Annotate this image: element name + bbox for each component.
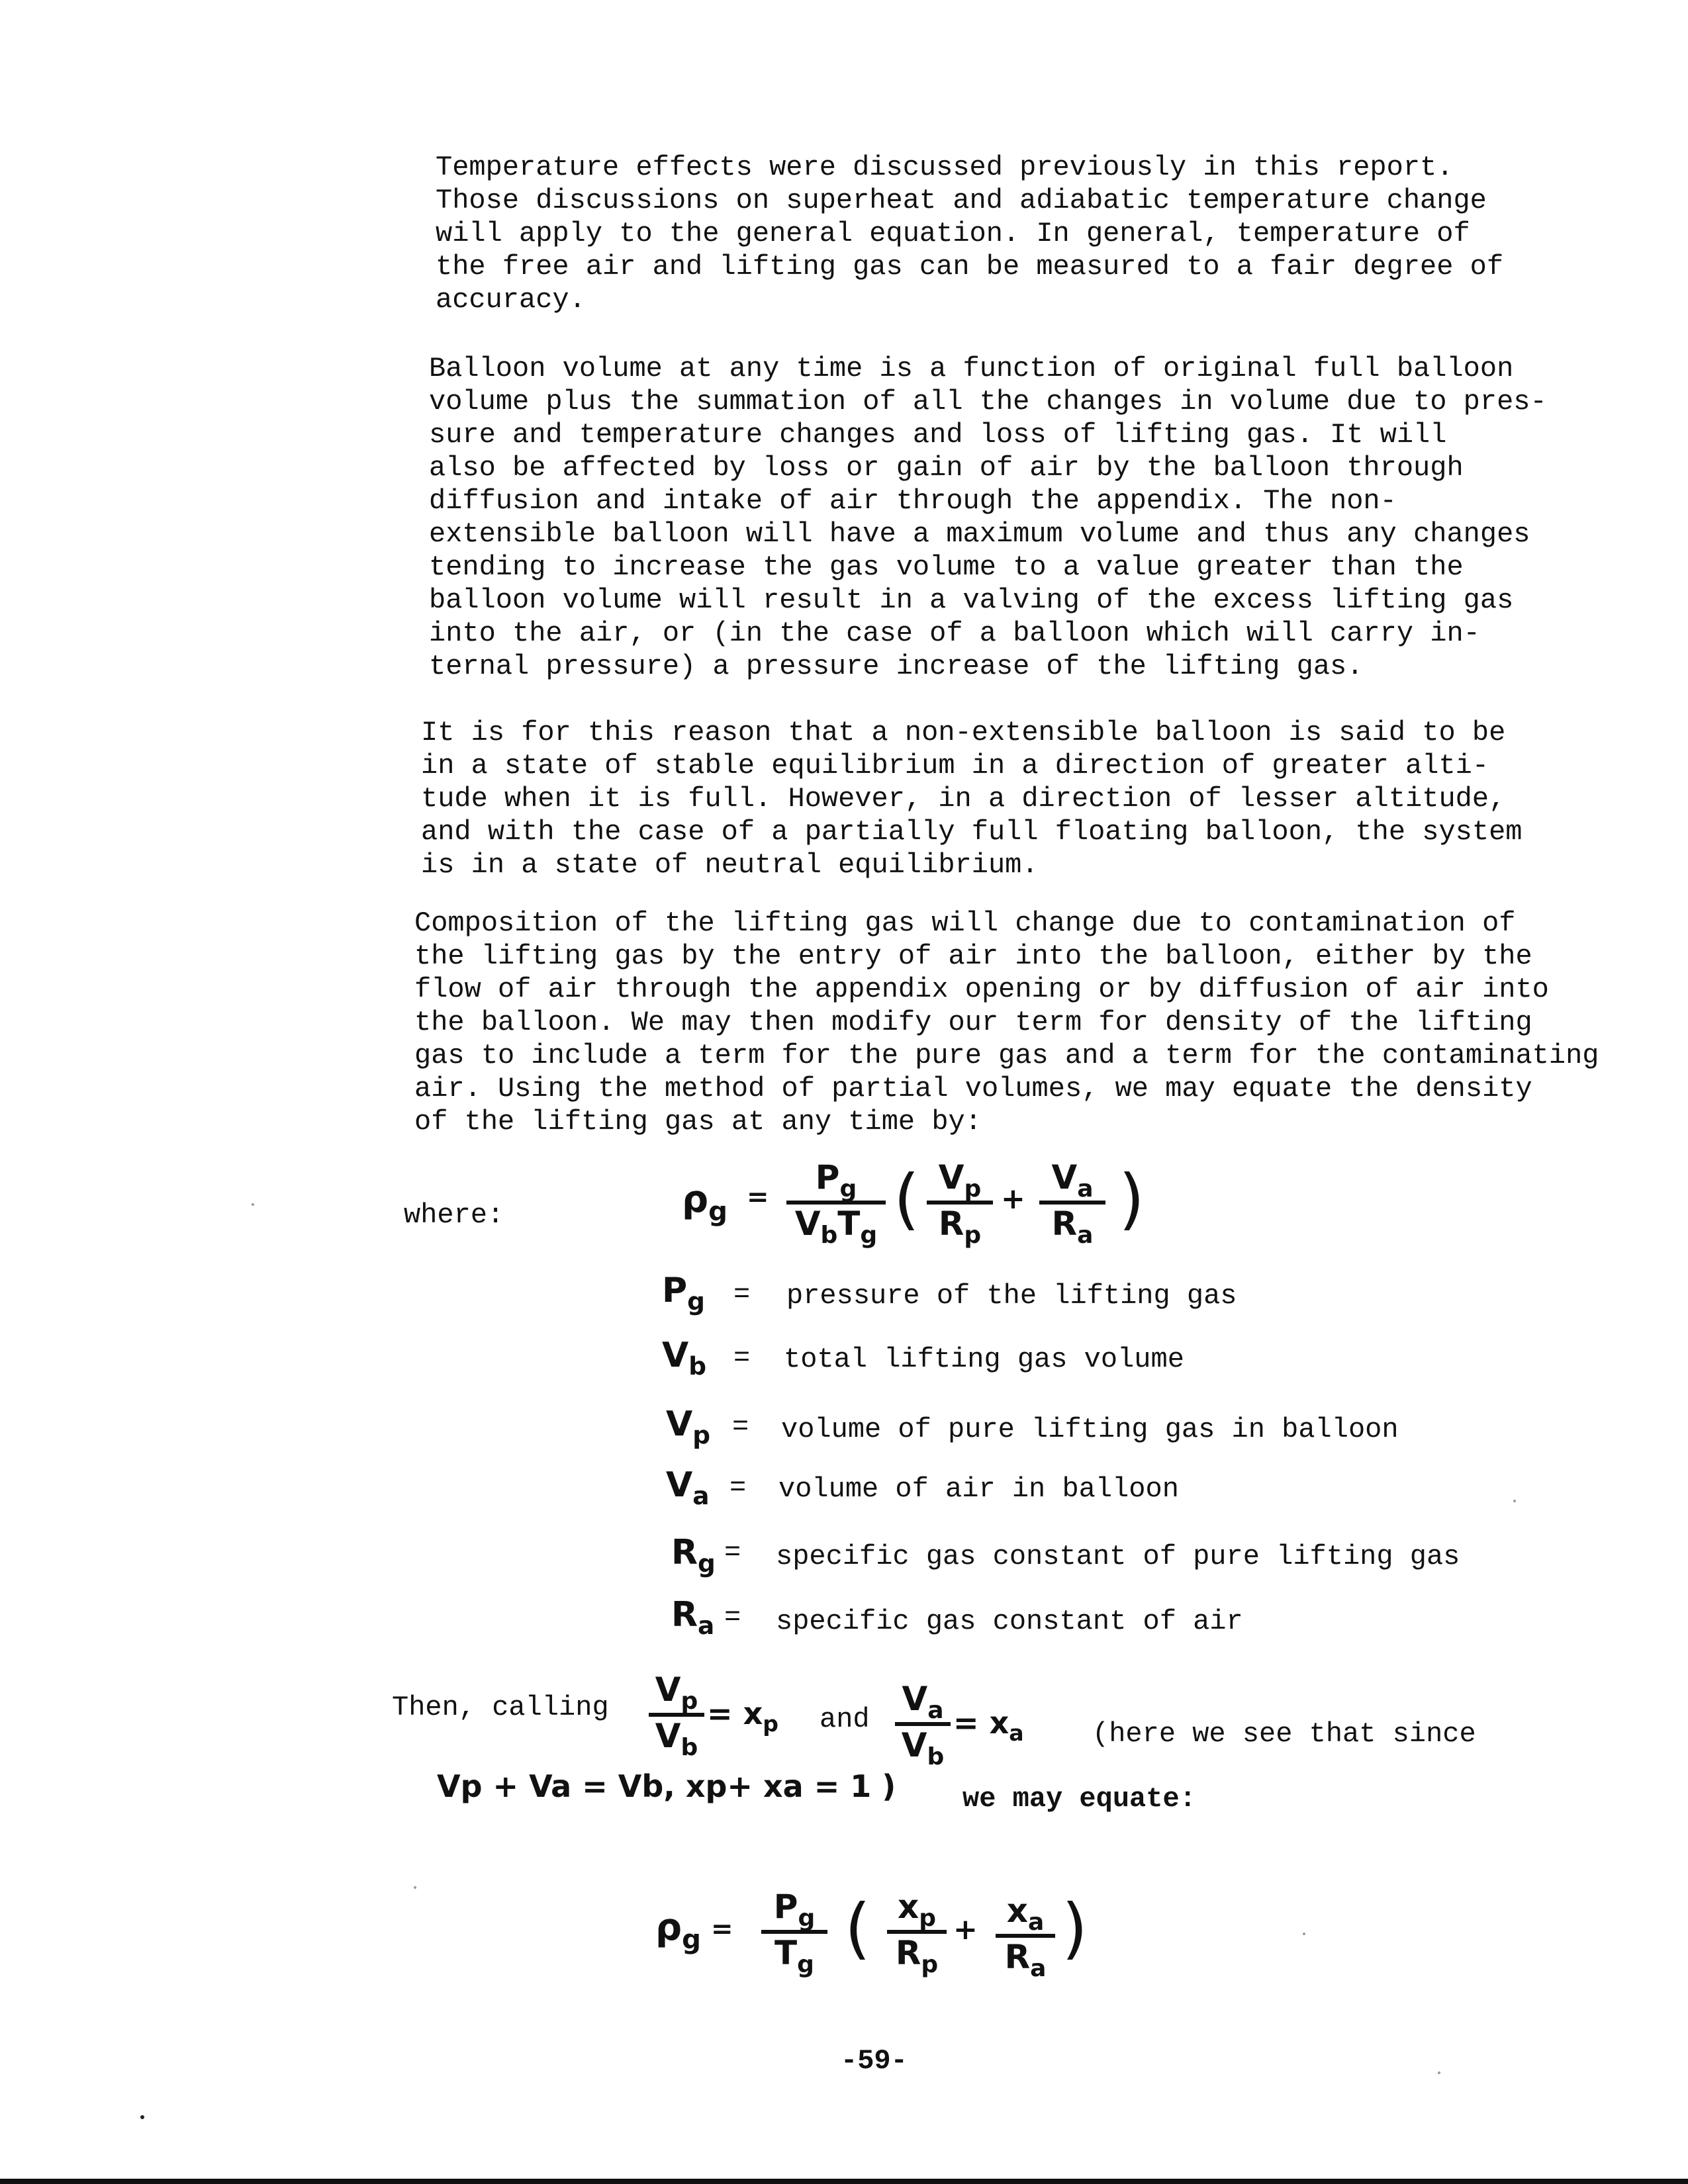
symbol-sub: a (692, 1480, 710, 1510)
equals-xp: = $x_p$ (707, 1696, 778, 1737)
num-letter: V (655, 1670, 681, 1709)
definition-symbol (662, 1271, 705, 1316)
den-sub: g (797, 1950, 814, 1978)
den-letter: R (895, 1934, 921, 1972)
text-line: the free air and lifting gas can be measured to a fair degree of (436, 251, 1504, 283)
den-sub: b (820, 1221, 838, 1249)
fraction-vp-vb (649, 1670, 704, 1761)
fraction-va-vb (895, 1680, 951, 1770)
fraction-denominator (786, 1205, 886, 1249)
fraction-pg-tg (761, 1888, 827, 1978)
text-line: Temperature effects were discussed previously in this report. (436, 152, 1454, 183)
num-letter: P (773, 1888, 798, 1926)
definition-equals: = (733, 1342, 751, 1374)
symbol-sub: g (687, 1286, 705, 1316)
text-line: also be affected by loss or gain of air by the balloon through (429, 452, 1464, 484)
num-sub: g (839, 1175, 857, 1203)
rho-symbol (682, 1178, 727, 1227)
open-paren: ( (894, 1160, 920, 1238)
den-sub: b (680, 1733, 698, 1761)
rho-letter: ρ (655, 1906, 682, 1949)
text-line: and with the case of a partially full floating balloon, the system (421, 816, 1523, 848)
definition-equals: = (729, 1472, 747, 1504)
rho-sub: g (708, 1195, 727, 1227)
definition-symbol (666, 1465, 710, 1510)
symbol-sub: a (698, 1610, 715, 1640)
sum-line: Vp + Va = Vb, xp+ xa = 1 ) (437, 1768, 896, 1804)
and-word: and (820, 1704, 870, 1735)
fraction-xp-rp (887, 1888, 947, 1978)
text-line: in a state of stable equilibrium in a direction of greater alti- (421, 750, 1489, 782)
den-letter: V (901, 1726, 927, 1764)
fraction-xa-ra (996, 1891, 1055, 1982)
fraction-numerator (927, 1158, 993, 1203)
symbol-letter: P (662, 1271, 688, 1310)
num-sub: p (919, 1904, 937, 1932)
text-line: balloon volume will result in a valving of the excess lifting gas (429, 584, 1514, 616)
text-line: Those discussions on superheat and adiabatic temperature change (436, 185, 1487, 216)
paren-note: (here we see that since (1092, 1718, 1476, 1750)
num-sub: p (680, 1687, 698, 1715)
fraction-denominator (996, 1938, 1055, 1982)
text-line: volume plus the summation of all the changes in volume due to pres- (429, 386, 1547, 418)
outer-fraction (786, 1158, 886, 1249)
text-line: is in a state of neutral equilibrium. (421, 849, 1039, 881)
close-paren: ) (1119, 1160, 1145, 1238)
fraction-numerator (887, 1888, 947, 1932)
den-letter: R (1004, 1938, 1031, 1976)
bottom-edge-rule (0, 2179, 1688, 2184)
text-line: tending to increase the gas volume to a value greater than the (429, 551, 1464, 583)
fraction-denominator (1039, 1205, 1105, 1249)
num-sub: a (927, 1696, 944, 1724)
where-label: where: (404, 1199, 504, 1231)
plus-sign: + (953, 1913, 978, 1946)
symbol-sub: b (688, 1351, 707, 1381)
x-letter: x (743, 1696, 763, 1731)
den-sub: p (921, 1950, 939, 1978)
text-line: extensible balloon will have a maximum volume and thus any changes (429, 518, 1530, 550)
definition-equals: = (724, 1602, 741, 1633)
definition-text: volume of air in balloon (778, 1473, 1179, 1505)
text-line: gas to include a term for the pure gas and a term for the contaminating (414, 1040, 1599, 1071)
num-sub: a (1077, 1175, 1094, 1203)
num-sub: a (1027, 1908, 1045, 1936)
den-letter: V (655, 1717, 681, 1755)
close-paren: ) (1062, 1889, 1088, 1967)
rho-letter: ρ (682, 1178, 709, 1221)
symbol-letter: V (666, 1465, 693, 1505)
symbol-letter: R (671, 1533, 698, 1572)
text-line: tude when it is full. However, in a direction of lesser altitude, (421, 783, 1506, 815)
scan-speck (414, 1886, 416, 1889)
fraction-numerator (895, 1680, 951, 1724)
x-sub: p (763, 1710, 778, 1737)
text-line: will apply to the general equation. In general, temperature of (436, 218, 1470, 250)
x-sub: a (1009, 1719, 1024, 1746)
num-sub: p (964, 1175, 982, 1203)
fraction-numerator (1039, 1158, 1105, 1203)
page-number: -59- (841, 2045, 908, 2077)
num-sub: g (798, 1904, 816, 1932)
symbol-sub: g (698, 1548, 716, 1578)
den-sub: b (927, 1743, 945, 1770)
text-line: Composition of the lifting gas will change due to contamination of (414, 907, 1516, 939)
text-line: diffusion and intake of air through the appendix. The non- (429, 485, 1397, 517)
paragraph-balloon-volume (429, 352, 1547, 683)
paragraph-temperature (436, 151, 1503, 316)
paragraph-composition (414, 907, 1599, 1138)
symbol-letter: V (662, 1336, 689, 1375)
text-line: of the lifting gas at any time by: (414, 1106, 982, 1138)
fraction-vp-rp (927, 1158, 993, 1249)
num-letter: V (1051, 1158, 1078, 1197)
rho-sub: g (682, 1923, 701, 1955)
den-sub: a (1030, 1954, 1047, 1982)
definition-text: total lifting gas volume (784, 1343, 1184, 1375)
den-letter: R (1051, 1205, 1078, 1243)
den-sub: g (860, 1221, 878, 1249)
text-line: the balloon. We may then modify our term for density of the lifting (414, 1007, 1532, 1038)
symbol-letter: V (666, 1404, 693, 1444)
den-sub: p (964, 1221, 982, 1249)
fraction-denominator (649, 1717, 704, 1761)
scan-speck (1303, 1933, 1305, 1935)
den-sub: a (1077, 1221, 1094, 1249)
scan-speck (1513, 1500, 1516, 1502)
definition-text: volume of pure lifting gas in balloon (781, 1414, 1399, 1445)
definition-text: specific gas constant of pure lifting gas (776, 1541, 1460, 1572)
fraction-denominator (927, 1205, 993, 1249)
text-line: Balloon volume at any time is a function of original full balloon (429, 353, 1514, 385)
fraction-denominator (895, 1726, 951, 1770)
den-letter: R (938, 1205, 964, 1243)
text-line: ternal pressure) a pressure increase of the lifting gas. (429, 651, 1364, 682)
x-letter: x (989, 1705, 1009, 1741)
text-line: air. Using the method of partial volumes, we may equate the density (414, 1073, 1532, 1105)
definition-text: pressure of the lifting gas (786, 1280, 1237, 1312)
text-line: It is for this reason that a non-extensible balloon is said to be (421, 717, 1506, 749)
open-paren: ( (845, 1889, 871, 1967)
definition-equals: = (724, 1537, 741, 1569)
text-line: sure and temperature changes and loss of lifting gas. It will (429, 419, 1447, 451)
paragraph-equilibrium (421, 716, 1522, 882)
definition-symbol (671, 1533, 716, 1578)
fraction-numerator (786, 1158, 886, 1203)
text-line: flow of air through the appendix opening or by diffusion of air into (414, 974, 1549, 1005)
scan-speck (1438, 2071, 1440, 2074)
text-line: accuracy. (436, 284, 586, 316)
num-letter: x (897, 1888, 919, 1926)
fraction-denominator (887, 1934, 947, 1978)
definition-equals: = (732, 1411, 749, 1443)
plus-sign: + (1001, 1182, 1025, 1216)
num-letter: V (902, 1680, 928, 1718)
definition-symbol (671, 1595, 715, 1640)
text-line: into the air, or (in the case of a balloon which will carry in- (429, 617, 1480, 649)
den-letter: V (794, 1205, 821, 1243)
den-letter: T (837, 1205, 861, 1243)
scan-speck (140, 2115, 144, 2119)
definition-equals: = (733, 1279, 751, 1310)
scan-speck (252, 1203, 254, 1206)
den-letter: T (774, 1934, 798, 1972)
fraction-denominator (761, 1934, 827, 1978)
fraction-va-ra (1039, 1158, 1105, 1249)
fraction-numerator (649, 1670, 704, 1715)
fraction-numerator (996, 1891, 1055, 1936)
equals-sign: = (747, 1182, 769, 1212)
text-line: the lifting gas by the entry of air into the balloon, either by the (414, 940, 1532, 972)
fraction-numerator (761, 1888, 827, 1932)
calling-intro: Then, calling (392, 1692, 609, 1723)
equals-sign: = (711, 1914, 733, 1944)
definition-symbol (662, 1336, 707, 1381)
num-letter: P (815, 1158, 840, 1197)
rho-symbol (655, 1906, 701, 1955)
num-letter: x (1006, 1891, 1028, 1930)
symbol-sub: p (692, 1420, 711, 1449)
definition-symbol (666, 1404, 711, 1449)
symbol-letter: R (671, 1595, 698, 1635)
equals-xa: = $x_a$ (953, 1705, 1024, 1746)
definition-text: specific gas constant of air (776, 1606, 1243, 1637)
num-letter: V (938, 1158, 964, 1197)
equate-text: we may equate: (962, 1783, 1196, 1815)
